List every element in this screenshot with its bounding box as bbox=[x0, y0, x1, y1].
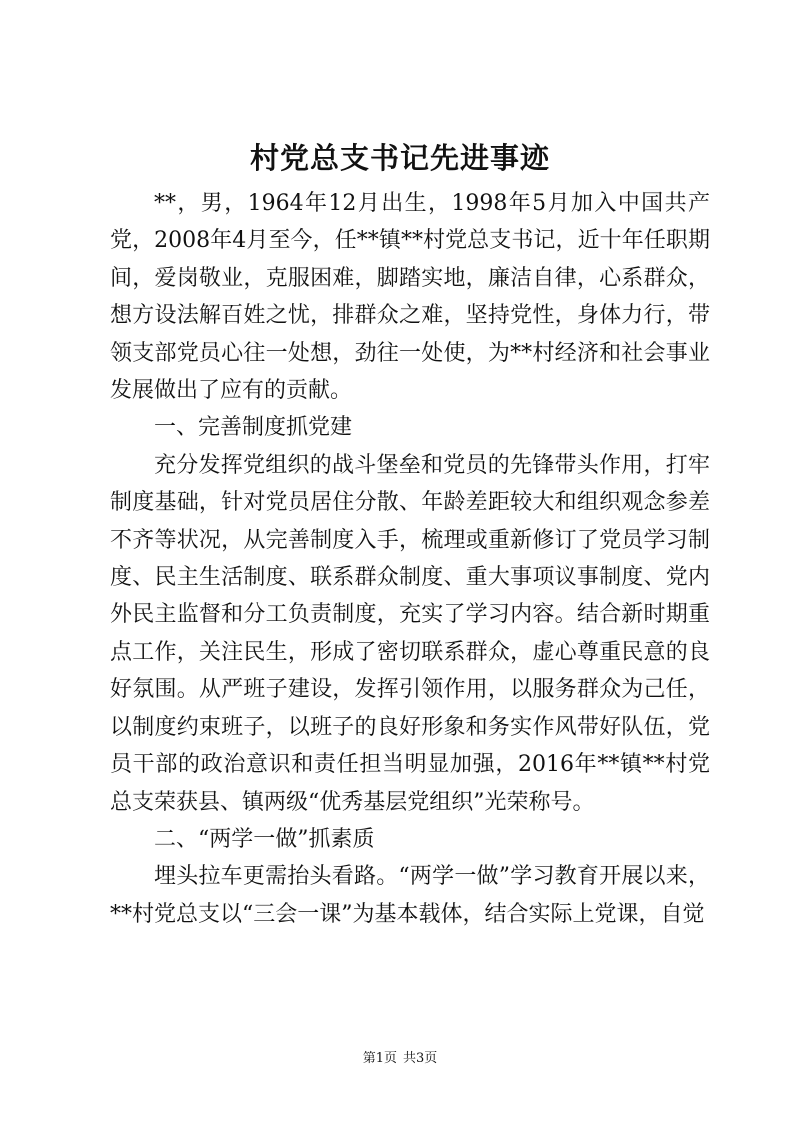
page-total: 共3页 bbox=[403, 1051, 438, 1066]
document-title: 村党总支书记先进事迹 bbox=[249, 141, 550, 175]
page-footer bbox=[0, 1050, 800, 1068]
paragraph-section-1: 充分发挥党组织的战斗堡垒和党员的先锋带头作用，打牢制度基础，针对党员居住分散、年龄差距较大和组织观念参差不齐等状况，从完善制度入手，梳理或重新修订了党员学习制度、民主生活制度、联系群众制度、重大事项议事制度、党内外民主监督和分工负责制度，充实了学习内容。结合新时期重点工作，关注民生，形成了密切联系群众，虚心尊重民意的良好氛围。从严班子建设，发挥引领作用，以服务群众为己任，以制度约束班子，以班子的良好形象和务实作风带好队伍，党员干部的政治意识和责任担当明显加强，2016年**镇**村党总支荣获县、镇两级“优秀基层党组织”光荣称号。 bbox=[110, 452, 710, 815]
paragraph-intro: **，男，1964年12月出生，1998年5月加入中国共产党，2008年4月至今，任**镇**村党总支书记，近十年任职期间，爱岗敬业，克服困难，脚踏实地，廉洁自律，心系群众，想方设法解百姓之忧，排群众之难，坚持党性，身体力行，带领支部党员心往一处想，劲往一处使，为**村经济和社会事业发展做出了应有的贡献。 bbox=[110, 191, 710, 404]
paragraph-section-2: 埋头拉车更需抬头看路。“两学一做”学习教育开展以来，**村党总支以“三会一课”为基本载体，结合实际上党课，自觉 bbox=[110, 864, 710, 927]
section-heading-1: 一、完善制度抓党建 bbox=[154, 415, 353, 441]
document-body bbox=[110, 185, 710, 933]
page-number: 第1页 bbox=[362, 1051, 397, 1066]
section-heading-2: 二、“两学一做”抓素质 bbox=[154, 826, 375, 852]
